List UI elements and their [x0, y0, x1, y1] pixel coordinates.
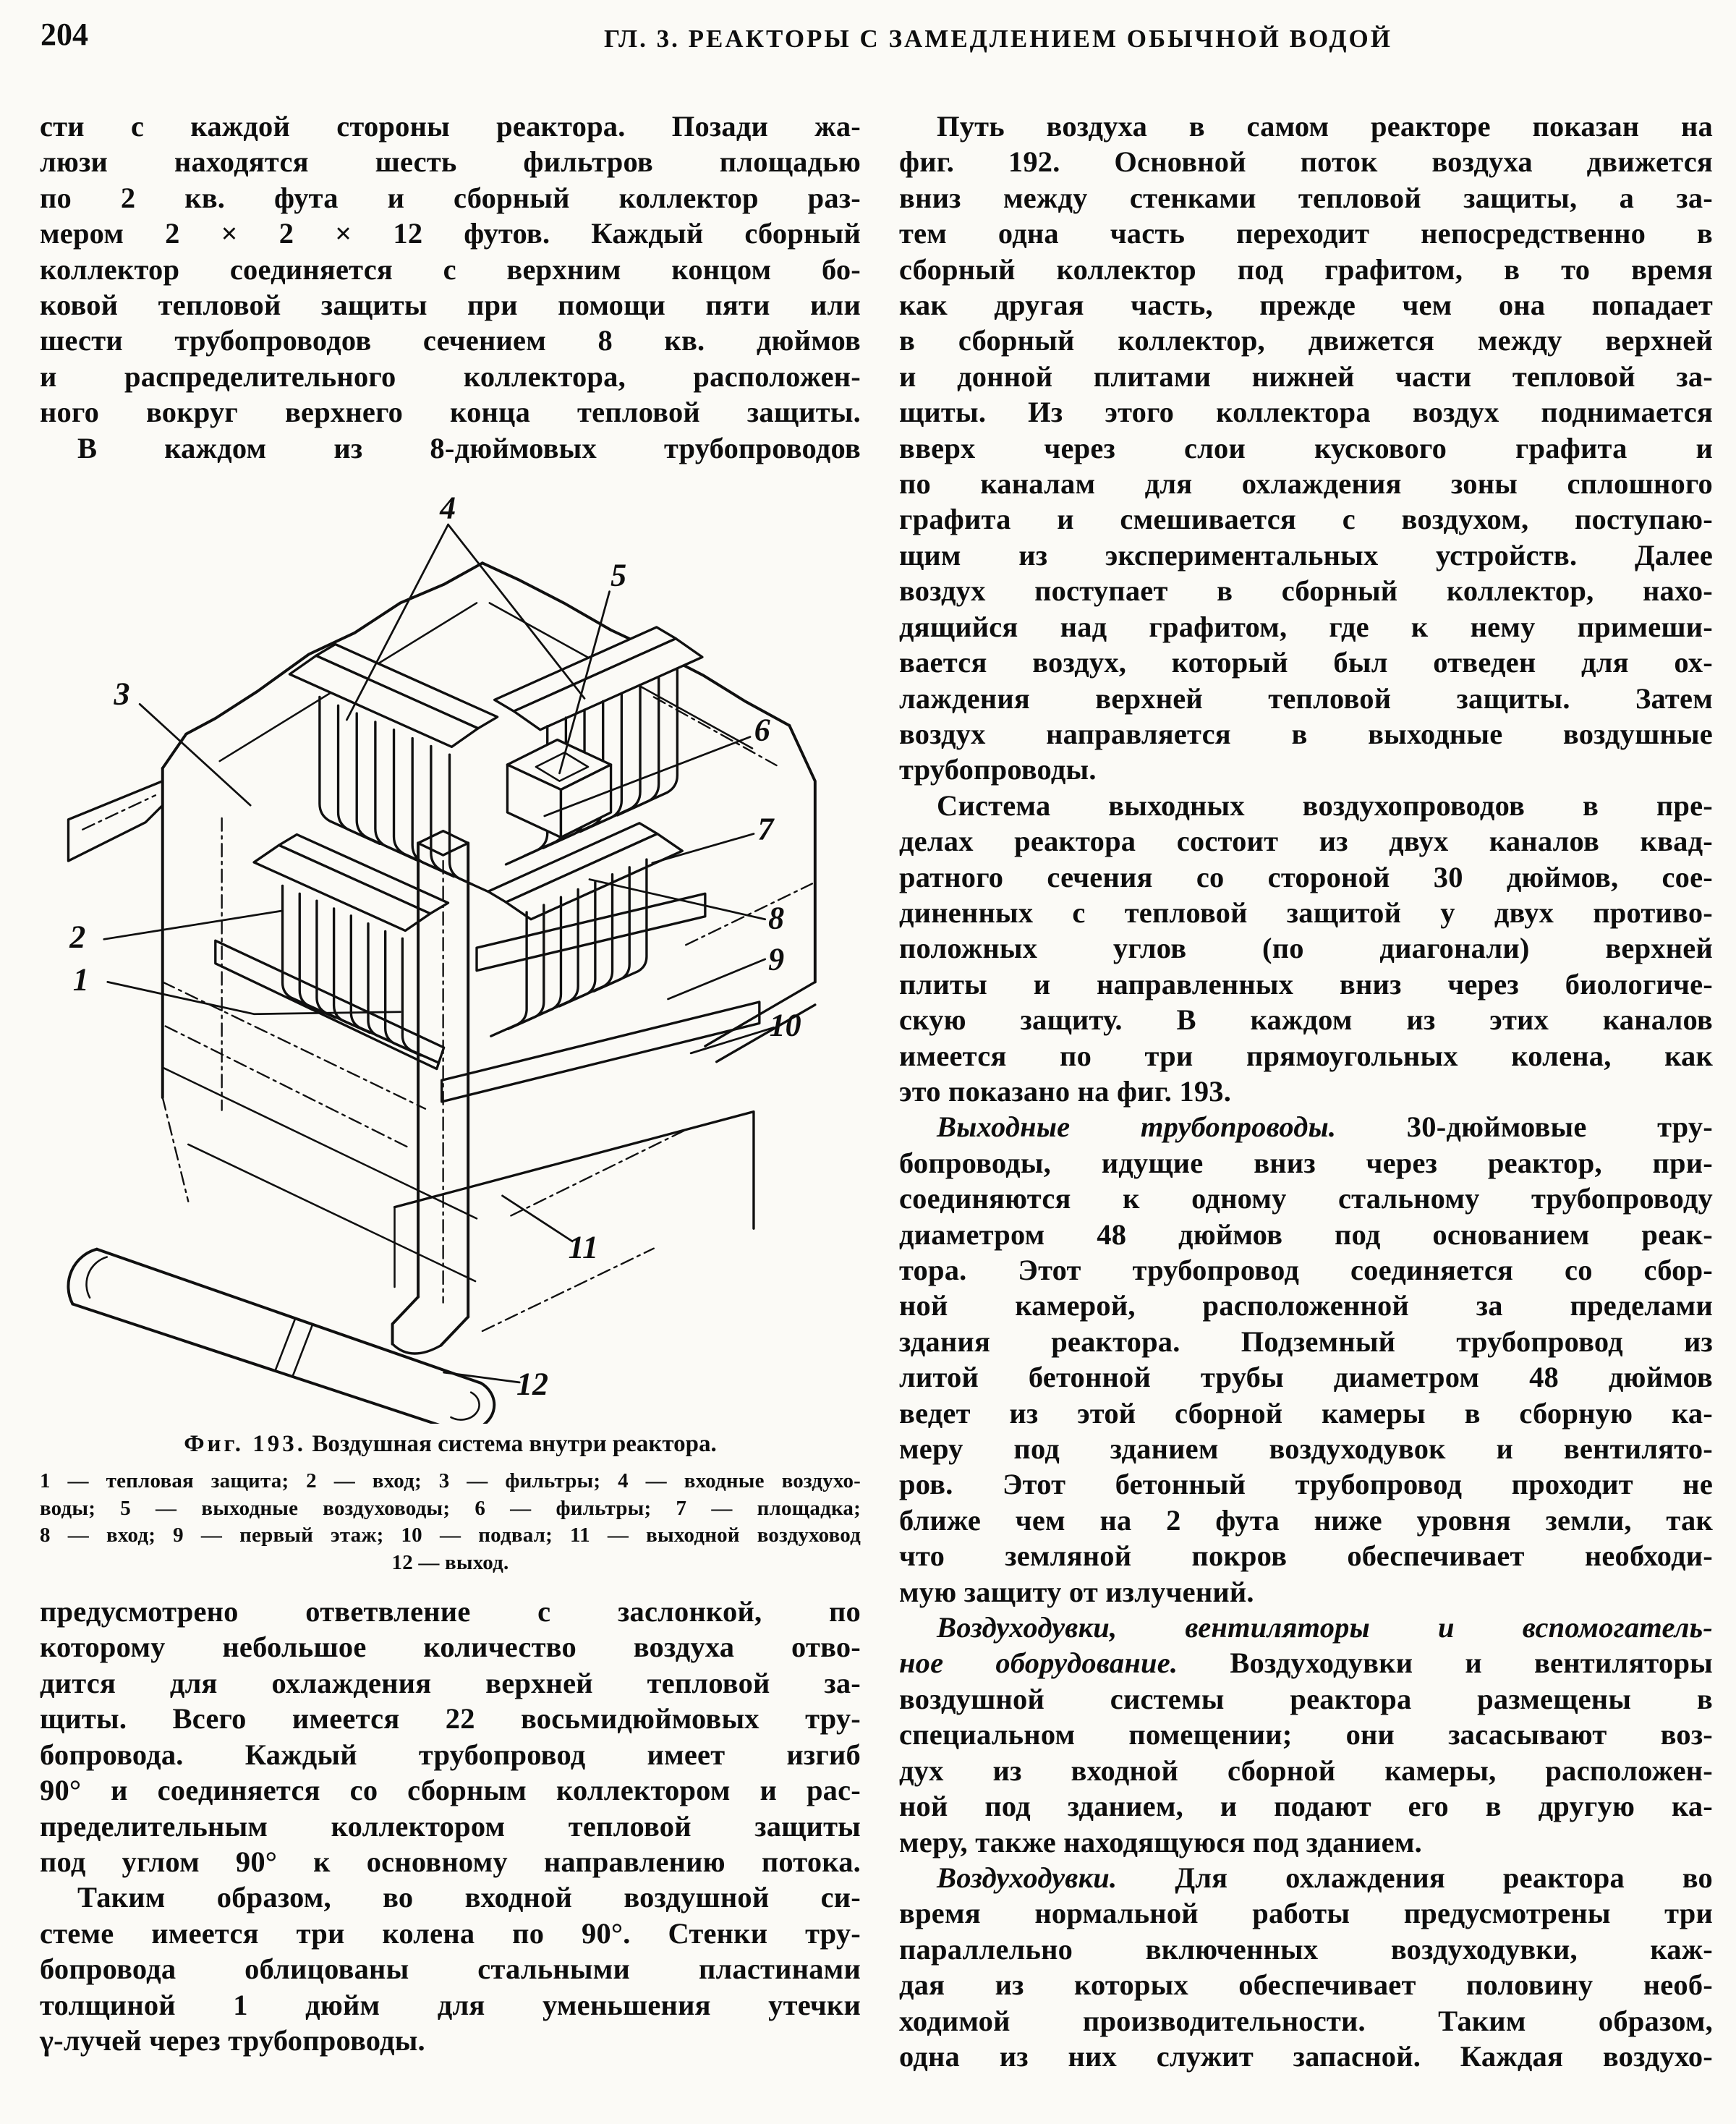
text-line: делах реактора состоит из двух каналов квад-: [899, 825, 1713, 858]
text-line: трубопроводы.: [899, 753, 1097, 786]
text-line: 12 — выход.: [391, 1550, 509, 1574]
text-line: что земляной покров обеспечивает необходи-: [899, 1539, 1713, 1573]
figure-label-12: 12: [516, 1366, 548, 1402]
text-line: стеме имеется три колена по 90°. Стенки тру-: [40, 1916, 861, 1950]
text-line: графита и смешивается с воздухом, поступаю-: [899, 503, 1713, 536]
text-line: Таким образом, во входной воздушной си-: [77, 1881, 861, 1914]
text-line: мером 2 × 2 × 12 футов. Каждый сборный: [40, 217, 861, 250]
text-line: здания реактора. Подземный трубопровод из: [899, 1325, 1713, 1358]
text-line: тем одна часть переходит непосредственно в: [899, 217, 1713, 250]
text-line: щим из экспериментальных устройств. Далее: [899, 538, 1713, 572]
left-paragraphs-bottom: [40, 1594, 861, 2058]
text-line: воздух направляется в выходные воздушные: [899, 717, 1713, 750]
page-number: 204: [41, 17, 88, 52]
text-line: предусмотрено ответвление с заслонкой, по: [40, 1595, 861, 1628]
text-line: люзи находятся шесть фильтров площадью: [40, 145, 861, 179]
figure-caption-text: Воздушная система внутри реактора.: [312, 1431, 717, 1458]
text-line: меру, также находящуюся под зданием.: [899, 1825, 1422, 1858]
figure-label-7: 7: [757, 811, 774, 847]
text-line: фиг. 192. Основной поток воздуха движется: [899, 145, 1713, 179]
left-paragraphs-top: [40, 109, 861, 466]
text-line: под углом 90° к основному направлению потока.: [40, 1845, 861, 1878]
text-line: бопроводы, идущие вниз через реактор, при-: [899, 1146, 1713, 1179]
text-line: дящийся над графитом, где к нему примеши-: [899, 610, 1713, 643]
text-line: вниз между стенками тепловой защиты, а за-: [899, 181, 1713, 214]
text-line: ров. Этот бетонный трубопровод проходит не: [899, 1468, 1713, 1501]
text-line: коллектор соединяется с верхним концом бо-: [40, 252, 861, 286]
text-line: лаждения верхней тепловой защиты. Затем: [899, 681, 1713, 715]
text-line: по 2 кв. фута и сборный коллектор раз-: [40, 181, 861, 214]
text-line: которому небольшое количество воздуха отво-: [40, 1631, 861, 1664]
text-line: толщиной 1 дюйм для уменьшения утечки: [40, 1988, 861, 2021]
figure-caption-label: Фиг. 193.: [184, 1431, 307, 1458]
text-line: по каналам для охлаждения зоны сплошного: [899, 467, 1713, 501]
figure-label-2: 2: [69, 919, 86, 955]
text-line: имеется по три прямоугольных колена, как: [899, 1039, 1713, 1072]
text-line: специальном помещении; они засасывают воз-: [899, 1718, 1713, 1751]
text-line: воды; 5 — выходные воздуховоды; 6 — фильтры; 7 — площадка;: [40, 1496, 861, 1520]
text-line: тора. Этот трубопровод соединяется со сбор-: [899, 1254, 1713, 1286]
text-line: бопровода. Каждый трубопровод имеет изгиб: [40, 1738, 861, 1771]
text-line: ное оборудование. Воздуходувки и вентиляторы: [899, 1647, 1713, 1680]
text-line: положных углов (по диагонали) верхней: [899, 932, 1713, 965]
text-line: одна из них служит запасной. Каждая воздухо-: [899, 2039, 1713, 2073]
text-line: ратного сечения со стороной 30 дюймов, сое-: [899, 860, 1713, 893]
right-column: [899, 109, 1713, 2074]
text-line: диаметром 48 дюймов под основанием реак-: [899, 1218, 1713, 1251]
text-line: как другая часть, прежде чем она попадает: [899, 289, 1713, 322]
text-line: В каждом из 8-дюймовых трубопроводов: [77, 431, 861, 464]
text-line: меру под зданием воздуходувок и вентилято-: [899, 1432, 1713, 1466]
text-line: воздушной системы реактора размещены в: [899, 1682, 1713, 1715]
text-line: Система выходных воздухопроводов в пре-: [937, 789, 1713, 822]
text-line: ходимой производительности. Таким образом,: [899, 2004, 1713, 2037]
figure-label-4: 4: [440, 490, 456, 526]
text-line: литой бетонной трубы диаметром 48 дюймов: [899, 1361, 1713, 1394]
text-line: γ-лучей через трубопроводы.: [40, 2023, 425, 2057]
text-line: ной под зданием, и подают его в другую ка-: [899, 1790, 1713, 1823]
text-line: ного вокруг верхнего конца тепловой защиты.: [40, 396, 861, 429]
text-line: воздух поступает в сборный коллектор, нахо-: [899, 574, 1713, 608]
text-line: соединяются к одному стальному трубопроводу: [899, 1182, 1713, 1215]
text-line: дая из которых обеспечивает половину необ-: [899, 1968, 1713, 2002]
text-line: и распределительного коллектора, расположен-: [40, 360, 861, 393]
text-line: 90° и соединяется со сборным коллектором и рас-: [40, 1774, 861, 1807]
text-line: щиты. Всего имеется 22 восьмидюймовых тру-: [40, 1702, 861, 1736]
running-header: ГЛ. 3. РЕАКТОРЫ С ЗАМЕДЛЕНИЕМ ОБЫЧНОЙ ВОДОЙ: [604, 25, 1392, 53]
text-line: вается воздух, который был отведен для ох-: [899, 646, 1713, 679]
figure-193: [40, 483, 861, 1424]
text-line: скую защиту. В каждом из этих каналов: [899, 1003, 1713, 1037]
figure-label-5: 5: [610, 557, 627, 593]
figure-labels: [40, 483, 861, 1424]
text-line: щиты. Из этого коллектора воздух поднимается: [899, 396, 1713, 429]
figure-label-10: 10: [769, 1007, 801, 1043]
text-line: и донной плитами нижней части тепловой за-: [899, 360, 1713, 393]
text-line: параллельно включенных воздуходувки, каж-: [899, 1932, 1713, 1966]
text-line: Выходные трубопроводы. 30-дюймовые тру-: [937, 1110, 1713, 1144]
figure-caption: [40, 1431, 861, 1458]
text-line: 8 — вход; 9 — первый этаж; 10 — подвал; 11 — выходной воздуховод: [40, 1524, 861, 1547]
text-line: ковой тепловой защиты при помощи пяти или: [40, 289, 861, 322]
figure-label-11: 11: [568, 1229, 599, 1265]
figure-label-3: 3: [114, 676, 130, 712]
text-line: пределительным коллектором тепловой защиты: [40, 1809, 861, 1843]
figure-label-6: 6: [754, 712, 770, 748]
figure-label-1: 1: [72, 961, 89, 998]
text-line: Воздуходувки. Для охлаждения реактора во: [937, 1861, 1713, 1894]
text-line: дух из входной сборной камеры, расположен-: [899, 1754, 1713, 1787]
text-line: шести трубопроводов сечением 8 кв. дюймов: [40, 324, 861, 357]
text-line: дится для охлаждения верхней тепловой за-: [40, 1666, 861, 1699]
text-line: это показано на фиг. 193.: [899, 1074, 1232, 1108]
text-line: плиты и направленных вниз через биологиче-: [899, 967, 1713, 1001]
text-line: время нормальной работы предусмотрены три: [899, 1897, 1713, 1930]
text-line: ближе чем на 2 фута ниже уровня земли, так: [899, 1503, 1713, 1537]
figure-legend: [40, 1468, 861, 1576]
text-line: сборный коллектор под графитом, в то время: [899, 252, 1713, 286]
text-line: ведет из этой сборной камеры в сборную ка-: [899, 1396, 1713, 1430]
text-line: в сборный коллектор, движется между верхней: [899, 324, 1713, 357]
text-line: 1 — тепловая защита; 2 — вход; 3 — фильтры; 4 — входные воздухо-: [40, 1469, 861, 1493]
text-line: мую защиту от излучений.: [899, 1575, 1254, 1608]
figure-label-9: 9: [768, 941, 785, 977]
figure-label-8: 8: [768, 900, 785, 936]
text-line: сти с каждой стороны реактора. Позади жа-: [40, 110, 861, 143]
text-line: ной камерой, расположенной за пределами: [899, 1289, 1713, 1322]
text-line: вверх через слои кускового графита и: [899, 431, 1713, 464]
text-line: бопровода облицованы стальными пластинами: [40, 1953, 861, 1986]
text-line: Воздуходувки, вентиляторы и вспомогатель-: [937, 1611, 1713, 1644]
text-line: диненных с тепловой защитой у двух противо-: [899, 896, 1713, 929]
text-line: Путь воздуха в самом реакторе показан на: [937, 110, 1713, 143]
left-column: [40, 109, 861, 2058]
